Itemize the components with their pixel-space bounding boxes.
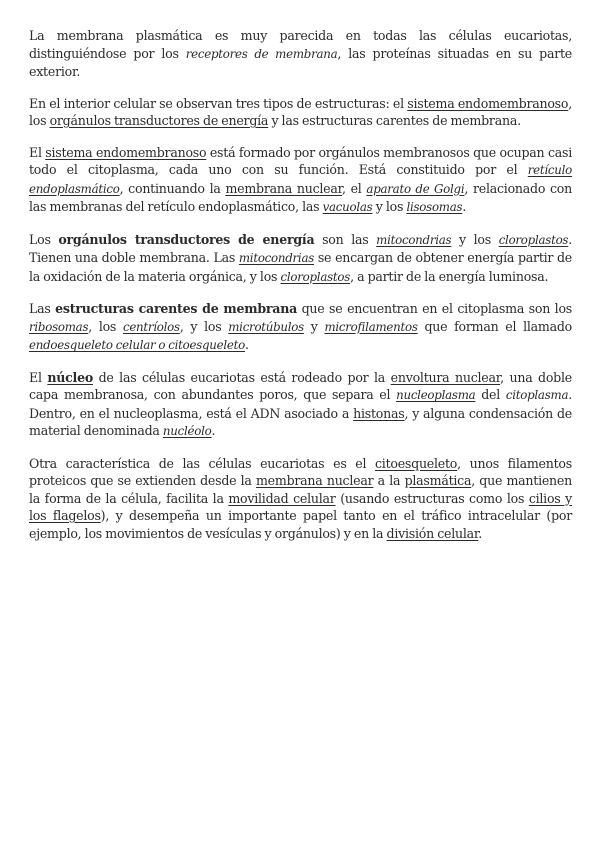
- link-lisosomas[interactable]: lisosomas: [406, 200, 463, 214]
- text-segment: , que mantienen la forma de la célula, facilita la: [29, 473, 572, 506]
- link-nucleolo[interactable]: nucléolo: [162, 424, 212, 438]
- link-envoltura-nuclear[interactable]: envoltura nuclear: [390, 369, 501, 385]
- link-nucleoplasma[interactable]: nucleoplasma: [396, 388, 476, 402]
- text-segment: Los: [29, 231, 59, 247]
- text-segment: , los: [88, 318, 123, 334]
- text-segment: , y alguna condensación de material denominada: [29, 405, 572, 438]
- text-segment: , a partir de la energía luminosa.: [350, 268, 549, 284]
- bold-term: estructuras carentes de membrana: [55, 301, 298, 316]
- link-microfilamentos[interactable]: microfilamentos: [324, 319, 418, 334]
- link-centriolos[interactable]: centríolos: [122, 319, 180, 334]
- text-segment: se encargan de obtener energía partir de la oxidación de la materia orgánica, y los: [29, 250, 573, 284]
- text-segment: que forman el llamado: [417, 318, 572, 334]
- text-segment: , continuando la: [119, 180, 226, 196]
- link-division-celular[interactable]: división celular: [386, 525, 479, 541]
- link-nucleo[interactable]: núcleo: [47, 369, 93, 385]
- text-segment: . Dentro, en el nucleoplasma, está el ADN asociado a: [29, 387, 572, 421]
- link-organulos-transductores[interactable]: orgánulos transductores de energía: [49, 113, 269, 128]
- text-segment: está formado por orgánulos membranosos que ocupan casi todo el citoplasma, cada uno con su función. Está constituido por el: [29, 144, 572, 177]
- link-cilios-flagelos[interactable]: cilios y los flagelos: [29, 490, 572, 523]
- link-aparato-de-golgi[interactable]: aparato de Golgi: [366, 181, 465, 196]
- text-segment: El: [29, 144, 46, 160]
- text-segment: de las células eucariotas está rodeado por la: [93, 369, 391, 385]
- paragraph: [29, 455, 572, 543]
- paragraph: [29, 231, 572, 287]
- link-sistema-endomembranoso[interactable]: sistema endomembranoso: [407, 95, 569, 111]
- text-segment: , relacionado con las membranas del retículo endoplasmático, las: [29, 180, 572, 214]
- link-plasmatica[interactable]: plasmática: [404, 473, 472, 488]
- paragraph: [29, 369, 572, 441]
- text-segment: , el: [342, 180, 367, 196]
- link-microtubulos[interactable]: microtúbulos: [228, 319, 304, 334]
- text-segment: .: [245, 337, 249, 352]
- italic-term: citoplasma: [505, 388, 569, 402]
- paragraph: [29, 300, 572, 355]
- link-cloroplastos[interactable]: cloroplastos: [280, 269, 351, 284]
- bold-term: orgánulos transductores de energía: [58, 231, 315, 247]
- link-histonas[interactable]: histonas: [353, 405, 405, 421]
- text-segment: .: [462, 199, 467, 214]
- text-segment: Las: [29, 301, 56, 316]
- text-segment: , los: [29, 95, 572, 128]
- text-segment: y las estructuras carentes de membrana.: [268, 113, 521, 128]
- link-membrana-nuclear[interactable]: membrana nuclear: [255, 473, 374, 488]
- link-sistema-endomembranoso[interactable]: sistema endomembranoso: [45, 144, 207, 160]
- text-segment: , unos filamentos proteicos que se extienden desde la: [29, 455, 572, 488]
- paragraph: [29, 27, 572, 81]
- link-cloroplastos[interactable]: cloroplastos: [498, 232, 569, 247]
- text-segment: . Tienen una doble membrana. Las: [29, 231, 572, 265]
- text-segment: (usando estructuras como los: [335, 490, 529, 506]
- text-segment: ), y desempeña un importante papel tanto en el tráfico intracelular (por ejemplo, los movimientos de vesículas y orgánulos) y en la: [29, 508, 572, 541]
- link-citoesqueleto[interactable]: citoesqueleto: [375, 455, 458, 471]
- paragraph: [29, 95, 572, 130]
- link-mitocondrias[interactable]: mitocondrias: [376, 232, 452, 247]
- paragraph: [29, 144, 572, 217]
- text-segment: , una doble capa membranosa, con abundantes poros, que separa el: [29, 369, 572, 402]
- text-segment: son las: [314, 231, 377, 247]
- text-segment: y los: [451, 231, 499, 247]
- text-segment: del: [475, 387, 506, 402]
- link-vacuolas[interactable]: vacuolas: [322, 200, 373, 214]
- italic-term: receptores de membrana: [185, 46, 338, 61]
- text-segment: , las proteínas situadas en su parte exterior.: [29, 45, 572, 79]
- text-segment: Otra característica de las células eucariotas es el: [29, 455, 375, 471]
- text-segment: El: [29, 369, 48, 385]
- text-segment: .: [478, 525, 483, 541]
- text-segment: a la: [373, 473, 405, 488]
- link-movilidad-celular[interactable]: movilidad celular: [228, 490, 336, 506]
- text-segment: .: [211, 423, 216, 438]
- document-body: [29, 27, 572, 556]
- text-segment: y: [303, 318, 325, 334]
- text-segment: , y los: [179, 318, 229, 334]
- link-membrana-nuclear[interactable]: membrana nuclear: [225, 180, 343, 196]
- link-endoesqueleto-celular[interactable]: endoesqueleto celular o citoesqueleto: [29, 338, 245, 352]
- text-segment: La membrana plasmática es muy parecida en todas las células eucariotas, distinguiéndose por los: [29, 28, 572, 61]
- text-segment: En el interior celular se observan tres tipos de estructuras: el: [29, 95, 408, 111]
- link-reticulo-endoplasmatico[interactable]: retículo endoplasmático: [29, 163, 572, 196]
- text-segment: que se encuentran en el citoplasma son los: [297, 301, 572, 316]
- link-mitocondrias[interactable]: mitocondrias: [238, 251, 315, 265]
- link-ribosomas[interactable]: ribosomas: [29, 319, 89, 334]
- text-segment: y los: [372, 199, 407, 214]
